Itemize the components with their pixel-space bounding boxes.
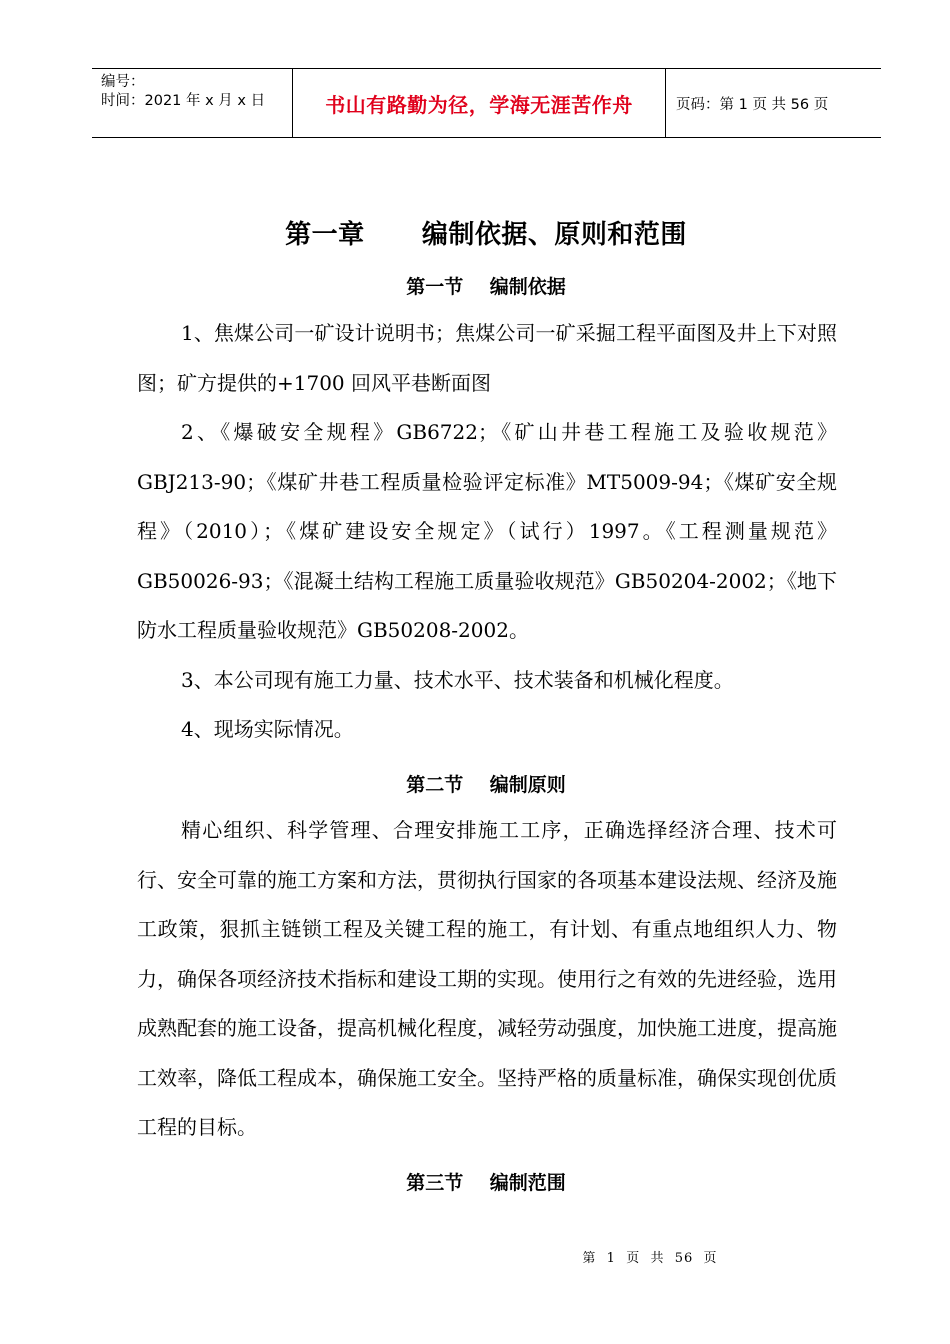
document-number-label: 编号： [101, 74, 145, 90]
section-3-title: 第三节 编制范围 [406, 1172, 566, 1194]
section-1-paragraph-3: 3、本公司现有施工力量、技术水平、技术装备和机械化程度。 [181, 667, 734, 692]
section-1-title: 第一节 编制依据 [406, 276, 566, 298]
page-footer: 第 1 页 共 56 页 [582, 1251, 718, 1266]
section-1-paragraph-4: 4、现场实际情况。 [181, 717, 354, 741]
chapter-title: 第一章 编制依据、原则和范围 [285, 220, 687, 250]
section-1-body [137, 309, 837, 755]
section-2-paragraph-1: 精心组织、科学管理、合理安排施工工序，正确选择经济合理、技术可行、安全可靠的施工方案和方法，贯彻执行国家的各项基本建设法规、经济及施工政策，狠抓主链锁工程及关键工程的施工，有计划、有重点地组织人力、物力，确保各项经济技术指标和建设工期的实现。使用行之有效的先进经验，选用成熟配套的施工设备，提高机械化程度，减轻劳动强度，加快施工进度，提高施工效率，降低工程成本，确保施工安全。坚持严格的质量标准，确保实现创优质工程的目标。 [137, 818, 837, 1139]
header-page-info: 页码：第 1 页 共 56 页 [676, 96, 829, 113]
section-1-paragraph-2: 2、《爆破安全规程》GB6722；《矿山井巷工程施工及验收规范》GBJ213-90；《煤矿井巷工程质量检验评定标准》MT5009-94；《煤矿安全规程》（2010）；《煤矿建设安全规定》（试行）1997。《工程测量规范》GB50026-93；《混凝土结构工程施工质量验收规范》GB50204-2002；《地下防水工程质量验收规范》GB50208-2002。 [137, 420, 837, 642]
section-1-paragraph-1: 1、焦煤公司一矿设计说明书；焦煤公司一矿采掘工程平面图及井上下对照图；矿方提供的+1700 回风平巷断面图 [137, 321, 837, 395]
document-header-table [92, 68, 881, 138]
header-left-cell [92, 69, 293, 137]
document-time-label: 时间：2021 年 x 月 x 日 [101, 93, 266, 109]
section-2-body [137, 806, 837, 1153]
section-2-title: 第二节 编制原则 [406, 774, 566, 796]
header-motto: 书山有路勤为径，学海无涯苦作舟 [293, 69, 666, 137]
